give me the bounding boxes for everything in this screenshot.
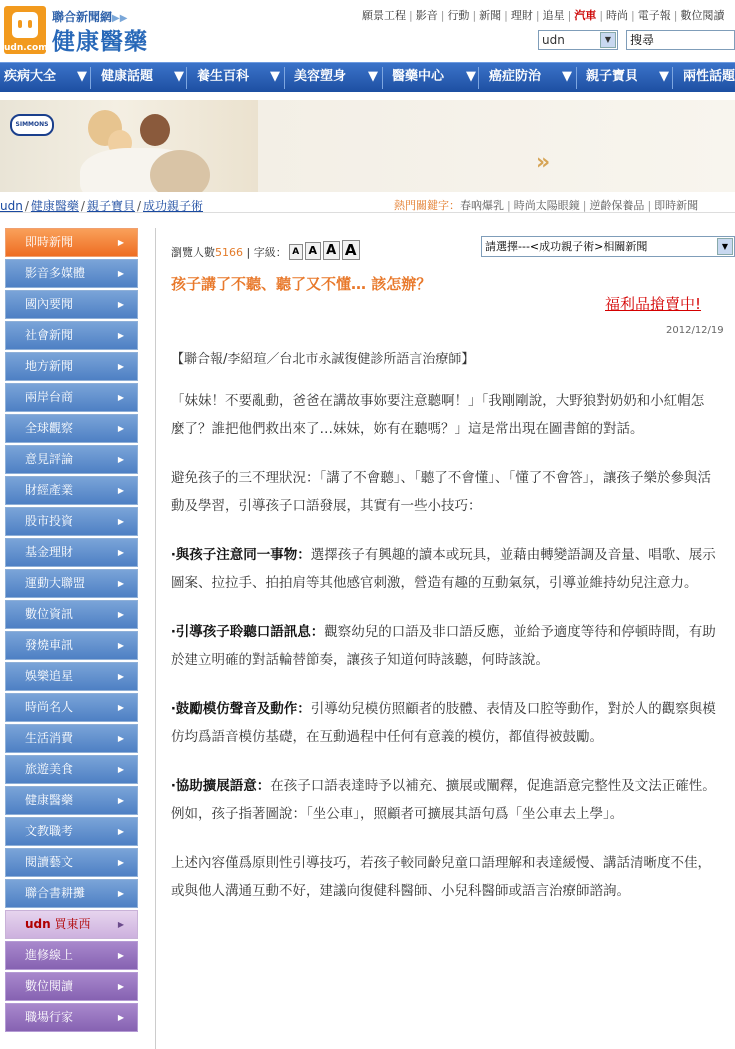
chevron-right-icon: ▶ <box>117 672 124 681</box>
chevron-right-icon: ▶ <box>117 548 124 557</box>
chevron-right-icon: ▶ <box>117 269 124 278</box>
topnav-item[interactable]: 數位閱讀 <box>680 9 725 22</box>
brand-main: 健康醫藥 <box>52 29 148 55</box>
sidebar-item[interactable]: 閱讀藝文 ▶ <box>5 848 138 877</box>
site-logo[interactable] <box>4 6 164 56</box>
paragraph: 避免孩子的三不理狀況：「講了不會聽」、「聽了不會懂」、「懂了不會答」，讓孩子樂於參與活動及學習，引導孩子口語發展，其實有一些小技巧： <box>171 470 711 514</box>
chevron-right-icon: ▶ <box>117 424 124 433</box>
chevron-right-icon: ▶ <box>117 579 124 588</box>
chevron-right-icon: ▶ <box>117 393 124 402</box>
topnav-item[interactable]: 理財 <box>510 9 533 22</box>
font-size-s-button[interactable]: A <box>305 242 321 260</box>
breadcrumb-link[interactable]: udn <box>0 199 23 213</box>
breadcrumb: udn / 健康醫藥 / 親子寶貝 / 成功親子術 <box>0 199 204 213</box>
topnav-item[interactable]: 願景工程 <box>362 9 406 22</box>
breadcrumb-link[interactable]: 健康醫藥 <box>30 199 79 213</box>
related-news-select[interactable]: 請選擇---<成功親子術>相關新聞 ▼ <box>481 236 735 257</box>
tip-heading: ‧與孩子注意同一事物： <box>171 547 311 563</box>
chevron-right-icon: ▶ <box>117 455 124 464</box>
promo-link[interactable]: 福利品搶賣中! <box>605 295 702 313</box>
chevron-right-icon: ▶ <box>117 610 124 619</box>
topnav-item[interactable]: 影音 <box>415 9 438 22</box>
chevron-right-icon: ▶ <box>117 517 124 526</box>
chevron-down-icon[interactable]: ▼ <box>562 69 572 84</box>
chevron-right-icon: ▶ <box>117 858 124 867</box>
chevron-right-icon: ▶ <box>117 703 124 712</box>
article-date: 2012/12/19 <box>666 325 724 336</box>
topnav-item[interactable]: 追星 <box>542 9 565 22</box>
mainnav-item[interactable]: 癌症防治 <box>489 69 542 84</box>
chevron-right-icon: ▶ <box>117 920 124 929</box>
sidebar-item-udn-shop[interactable]: udn 買東西 ▶ <box>5 910 138 939</box>
chevron-right-icon: ▶ <box>117 486 124 495</box>
brand-top: 聯合新聞網 <box>52 10 113 24</box>
brand-arrow: ▶▶ <box>112 13 128 24</box>
site-header <box>0 0 735 62</box>
chevron-right-icon: ▶ <box>117 951 124 960</box>
article-area <box>155 228 735 1049</box>
sidebar-item[interactable]: 旅遊美食 ▶ <box>5 755 138 784</box>
sidebar-item[interactable]: 職場行家 ▶ <box>5 1003 138 1032</box>
chevron-right-icon: ▶ <box>117 827 124 836</box>
chevron-right-icon: ▶ <box>117 362 124 371</box>
ad-banner[interactable] <box>0 100 735 192</box>
tip-heading: ‧協助擴展語意： <box>171 778 271 794</box>
article-byline: 【聯合報/李紹瑄／台北市永誠復健診所語言治療師】 <box>171 352 475 367</box>
breadcrumb-link[interactable]: 成功親子術 <box>143 199 204 213</box>
topnav-item[interactable]: 新聞 <box>479 9 502 22</box>
topnav-item[interactable]: 電子報 <box>637 9 671 22</box>
chevron-right-icon: ▶ <box>117 765 124 774</box>
tip-paragraph: ‧引導孩子聆聽口語訊息：觀察幼兒的口語及非口語反應，並給予適度等待和停頓時間，有助於建立明確的對話輪替節奏，讓孩子知道何時該聽，何時該說。 <box>171 624 716 668</box>
tip-paragraph: ‧協助擴展語意：在孩子口語表達時予以補充、擴展或闡釋，促進語意完整性及文法正確性。例如，孩子指著圖說：「坐公車」，照顧者可擴展其語句爲「坐公車去上學」。 <box>171 778 716 822</box>
main-nav <box>0 62 735 92</box>
views-count: 5166 <box>215 246 243 259</box>
mainnav-item[interactable]: 美容塑身 <box>294 69 347 84</box>
chevron-down-icon[interactable]: ▼ <box>77 69 87 84</box>
article-toolbar <box>171 236 729 259</box>
sidebar-item[interactable]: 基金理財 ▶ <box>5 538 138 567</box>
sidebar-item[interactable]: 意見評論 ▶ <box>5 445 138 474</box>
paragraph: 「妹妹！不要亂動，爸爸在講故事妳要注意聽啊！」「我剛剛說，大野狼對奶奶和小紅帽怎麼了？誰把他們救出來了…妹妹，妳有在聽嗎？」這是常出現在圖書館的對話。 <box>171 393 705 437</box>
chevron-right-icon: ▶ <box>117 331 124 340</box>
sidebar-item[interactable]: 股市投資 ▶ <box>5 507 138 536</box>
sidebar-item[interactable]: 時尚名人 ▶ <box>5 693 138 722</box>
mainnav-item[interactable]: 疾病大全 <box>4 69 57 84</box>
sidebar-item[interactable]: 財經產業 ▶ <box>5 476 138 505</box>
chevron-down-icon[interactable]: ▼ <box>659 69 669 84</box>
tip-heading: ‧鼓勵模仿聲音及動作： <box>171 701 311 717</box>
chevron-right-icon[interactable]: » <box>536 150 551 175</box>
font-size-xs-button[interactable]: A <box>289 244 303 260</box>
hot-keywords: 熱門關鍵字：春吶爆乳 | 時尚太陽眼鏡 | 逆齡保養品 | 即時新聞 <box>394 199 699 212</box>
tip-paragraph: ‧與孩子注意同一事物：選擇孩子有興趣的讀本或玩具，並藉由轉變語調及音量、唱歌、展示圖案、拉拉手、拍拍肩等其他感官刺激，營造有趣的互動氣氛，引導並維持幼兒注意力。 <box>171 547 716 591</box>
chevron-down-icon[interactable]: ▼ <box>368 69 378 84</box>
top-nav: 願景工程 | 影音 | 行動 | 新聞 | 理財 | 追星 | 汽車 | 時尚 | 電子報 | 數位閱讀 <box>362 9 725 22</box>
views-label: 瀏覽人數 <box>171 246 215 259</box>
chevron-right-icon: ▶ <box>117 796 124 805</box>
font-size-label: | 字級： <box>243 246 287 259</box>
mainnav-item[interactable]: 親子寶貝 <box>586 69 639 84</box>
hot-keywords-label: 熱門關鍵字： <box>394 199 460 212</box>
mainnav-item[interactable]: 兩性話題 <box>683 69 735 84</box>
chevron-down-icon[interactable]: ▼ <box>600 32 616 48</box>
sidebar-item[interactable]: 即時新聞 ▶ <box>5 228 138 257</box>
sidebar-item[interactable]: 兩岸台商 ▶ <box>5 383 138 412</box>
chevron-right-icon: ▶ <box>117 641 124 650</box>
sidebar-item[interactable]: 健康醫藥 ▶ <box>5 786 138 815</box>
sidebar-item[interactable]: 發燒車訊 ▶ <box>5 631 138 660</box>
topnav-item-hot[interactable]: 汽車 <box>574 9 597 22</box>
chevron-right-icon: ▶ <box>117 734 124 743</box>
sidebar-item[interactable]: 影音多媒體 ▶ <box>5 259 138 288</box>
hot-keyword[interactable]: 時尚太陽眼鏡 <box>513 199 580 212</box>
sidebar-item[interactable]: 娛樂追星 ▶ <box>5 662 138 691</box>
sidebar-item[interactable]: 進修線上 ▶ <box>5 941 138 970</box>
tip-paragraph: ‧鼓勵模仿聲音及動作：引導幼兒模仿照顧者的肢體、表情及口腔等動作，對於人的觀察與模仿均爲語音模仿基礎，在互動過程中任何有意義的模仿，都值得被鼓勵。 <box>171 701 716 745</box>
simmons-logo: SIMMONS <box>10 114 54 136</box>
mainnav-item[interactable]: 醫藥中心 <box>392 69 445 84</box>
chevron-down-icon[interactable]: ▼ <box>270 69 280 84</box>
topnav-item[interactable]: 時尚 <box>606 9 629 22</box>
mainnav-item[interactable]: 健康話題 <box>101 69 154 84</box>
sidebar-item[interactable]: 國內要聞 ▶ <box>5 290 138 319</box>
mainnav-item[interactable]: 養生百科 <box>197 69 250 84</box>
sidebar-item[interactable]: 數位資訊 ▶ <box>5 600 138 629</box>
chevron-right-icon: ▶ <box>117 889 124 898</box>
udn-logo-icon: udn.com <box>4 6 46 54</box>
article-body <box>171 387 717 926</box>
article-title: 孩子講了不聽、聽了又不懂… 該怎辦？ <box>171 275 432 293</box>
sidebar-item[interactable]: 社會新聞 ▶ <box>5 321 138 350</box>
search-input[interactable]: 搜尋 <box>626 30 735 50</box>
sidebar-item[interactable]: 文教職考 ▶ <box>5 817 138 846</box>
site-select[interactable]: udn ▼ <box>538 30 618 50</box>
tip-heading: ‧引導孩子聆聽口語訊息： <box>171 624 325 640</box>
paragraph: 上述內容僅爲原則性引導技巧，若孩子較同齡兒童口語理解和表達緩慢、講話清晰度不佳，或與他人溝通互動不好，建議向復健科醫師、小兒科醫師或語言治療師諮詢。 <box>171 855 711 899</box>
chevron-right-icon: ▶ <box>117 1013 124 1022</box>
chevron-right-icon: ▶ <box>117 982 124 991</box>
sidebar-item[interactable]: 生活消費 ▶ <box>5 724 138 753</box>
hot-keyword[interactable]: 逆齡保養品 <box>589 199 645 212</box>
sidebar-item[interactable]: 數位閱讀 ▶ <box>5 972 138 1001</box>
sidebar-item[interactable]: 全球觀察 ▶ <box>5 414 138 443</box>
chevron-right-icon: ▶ <box>117 300 124 309</box>
breadcrumb-link[interactable]: 親子寶貝 <box>86 199 135 213</box>
hot-keyword[interactable]: 春吶爆乳 <box>460 199 504 212</box>
sidebar-item[interactable]: 運動大聯盟 ▶ <box>5 569 138 598</box>
topnav-item[interactable]: 行動 <box>447 9 470 22</box>
chevron-right-icon: ▶ <box>117 238 124 247</box>
sidebar-item[interactable]: 地方新聞 ▶ <box>5 352 138 381</box>
chevron-down-icon[interactable]: ▼ <box>174 69 184 84</box>
chevron-down-icon[interactable]: ▼ <box>466 69 476 84</box>
chevron-down-icon[interactable]: ▼ <box>717 238 733 255</box>
font-size-m-button[interactable]: A <box>323 241 340 260</box>
hot-keyword[interactable]: 即時新聞 <box>654 199 699 212</box>
sidebar-item[interactable]: 聯合書耕攤 ▶ <box>5 879 138 908</box>
font-size-l-button[interactable]: A <box>342 240 360 260</box>
